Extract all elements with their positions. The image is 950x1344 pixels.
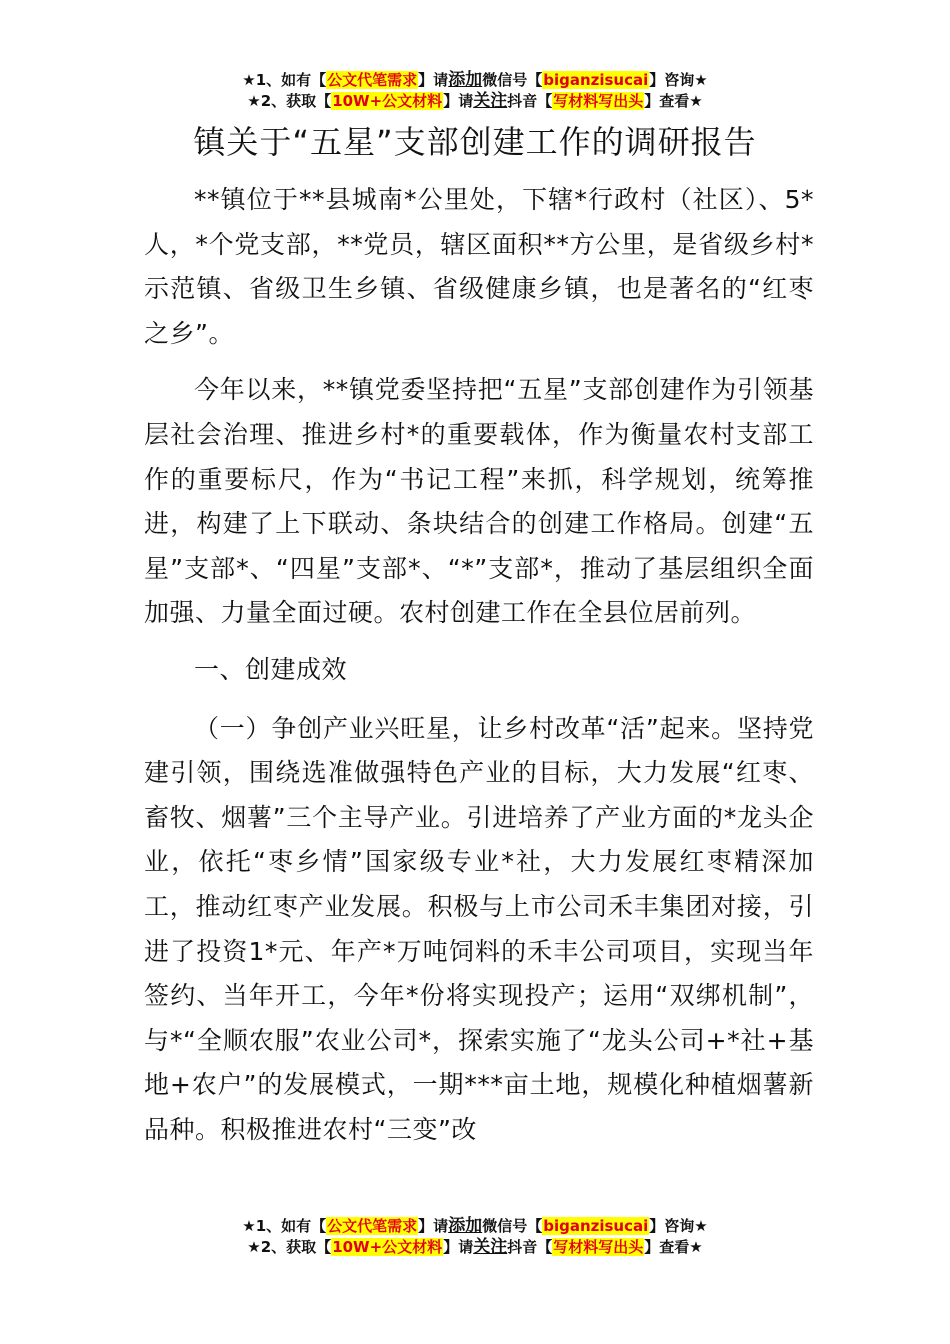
promo-highlight: 写材料写出头 <box>553 1238 644 1256</box>
document-title: 镇关于“五星”支部创建工作的调研报告 <box>193 123 757 161</box>
promo-underlined: 添加 <box>448 70 483 90</box>
promo-text: 】请 <box>418 1217 449 1235</box>
promo-text: ★2、获取【 <box>247 92 332 110</box>
promo-text: 】咨询★ <box>649 1217 708 1235</box>
promo-text: 】请 <box>418 71 449 89</box>
paragraph-overview: 今年以来，**镇党委坚持把“五星”支部创建作为引领基层社会治理、推进乡村*的重要载体，作为衡量农村支部工作的重要标尺，作为“书记工程”来抓，科学规划，统筹推进，构建了上下联动、条块结合的创建工作格局。创建“五星”支部*、“四星”支部*、“*”支部*，推动了基层组织全面加强、力量全面过硬。农村创建工作在全县位居前列。 <box>144 375 814 628</box>
promo-text: 】咨询★ <box>649 71 708 89</box>
promo-text: 抖音【 <box>507 1238 553 1256</box>
promo-underlined: 关注 <box>473 91 508 111</box>
promo-text: 】请 <box>443 92 474 110</box>
promo-highlight: biganzisucai <box>543 71 649 89</box>
promo-line-1 <box>0 1216 950 1237</box>
promo-underlined: 添加 <box>448 1216 483 1236</box>
promo-highlight: 10W+公文材料 <box>332 1238 443 1256</box>
document-body <box>144 178 814 1164</box>
promo-line-2 <box>0 1237 950 1258</box>
promo-text: 微信号【 <box>482 71 543 89</box>
paragraph-industry: （一）争创产业兴旺星，让乡村改革“活”起来。坚持党建引领，围绕选准做强特色产业的目标，大力发展“红枣、畜牧、烟薯”三个主导产业。引进培养了产业方面的*龙头企业，依托“枣乡情”国家级专业*社，大力发展红枣精深加工，推动红枣产业发展。积极与上市公司禾丰集团对接，引进了投资1*元、年产*万吨饲料的禾丰公司项目，实现当年签约、当年开工，今年*份将实现投产；运用“双绑机制”，与*“全顺农服”农业公司*，探索实施了“龙头公司+*社+基地+农户”的发展模式，一期***亩土地，规模化种植烟薯新品种。积极推进农村“三变”改 <box>144 713 814 1144</box>
promo-text: ★1、如有【 <box>242 1217 327 1235</box>
promo-highlight: biganzisucai <box>543 1217 649 1235</box>
promo-text: 抖音【 <box>507 92 553 110</box>
promo-underlined: 关注 <box>473 1237 508 1257</box>
promo-line-2 <box>0 91 950 112</box>
promo-text: 微信号【 <box>482 1217 543 1235</box>
promo-highlight: 写材料写出头 <box>553 92 644 110</box>
promo-highlight: 10W+公文材料 <box>332 92 443 110</box>
section-heading: 一、创建成效 <box>194 654 348 684</box>
promo-line-1 <box>0 70 950 91</box>
promo-text: 】请 <box>443 1238 474 1256</box>
promo-text: 】查看★ <box>644 92 703 110</box>
promo-highlight: 公文代笔需求 <box>327 1217 418 1235</box>
header-promo-banner <box>0 70 950 112</box>
paragraph-intro: **镇位于**县城南*公里处，下辖*行政村（社区）、5*人，*个党支部，**党员，辖区面积**方公里，是省级乡村*示范镇、省级卫生乡镇、省级健康乡镇，也是著名的“红枣之乡”。 <box>144 185 814 348</box>
promo-text: 】查看★ <box>644 1238 703 1256</box>
promo-text: ★1、如有【 <box>242 71 327 89</box>
promo-text: ★2、获取【 <box>247 1238 332 1256</box>
footer-promo-banner <box>0 1216 950 1258</box>
promo-highlight: 公文代笔需求 <box>327 71 418 89</box>
